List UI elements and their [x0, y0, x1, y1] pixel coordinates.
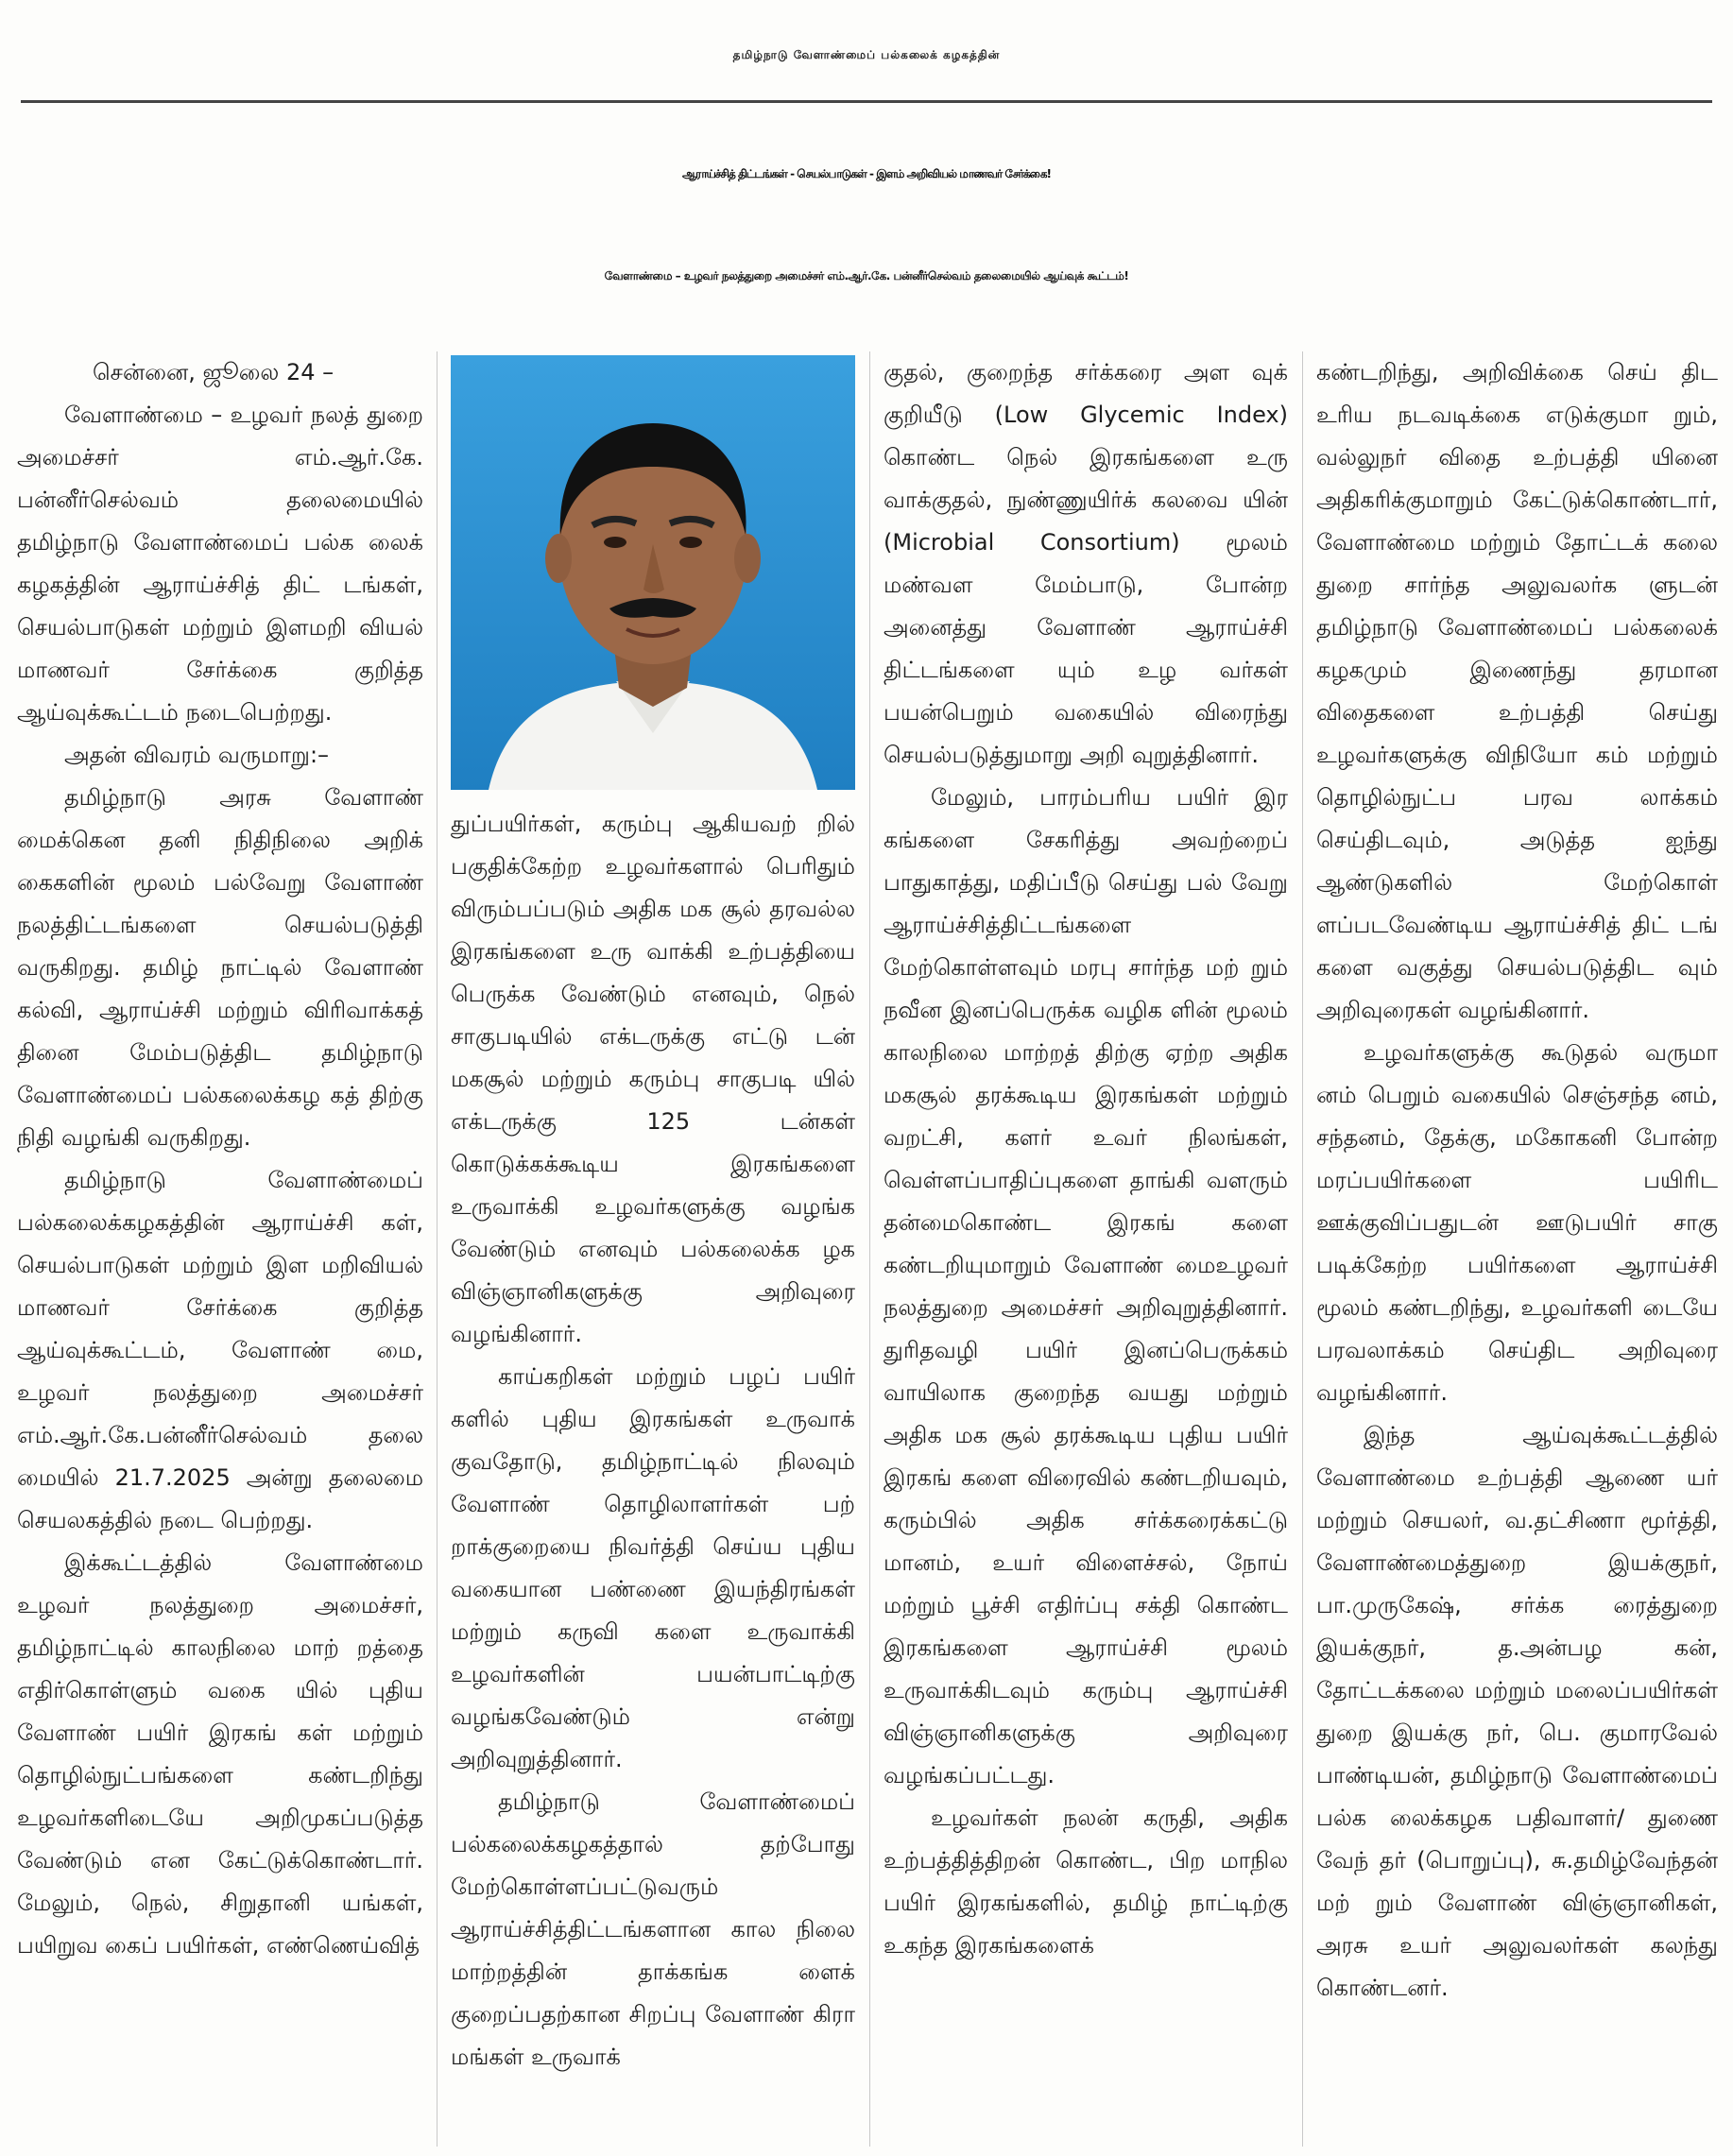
column-divider	[437, 351, 438, 2147]
article-paragraph: உழவர்கள் நலன் கருதி, அதிக உற்பத்தித்திறன் கொண்ட, பிற மாநில பயிர் இரகங்களில், தமிழ் நாட்டிற்கு உகந்த இரகங்களைக்	[884, 1805, 1288, 1959]
article-paragraph: குதல், குறைந்த சர்க்கரை அள வுக் குறியீடு (Low Glycemic Index) கொண்ட நெல் இரகங்களை உரு வாக்குதல், நுண்ணுயிர்க் கலவை யின் (Microbial Consortium) மூலம் மண்வள மேம்பாடு, போன்ற அனைத்து வேளாண் ஆராய்ச்சி திட்டங்களை யும் உழ வர்கள் பயன்பெறும் வகையில் விரைந்து செயல்படுத்துமாறு அறி வுறுத்தினார்.	[884, 359, 1288, 768]
article-paragraph: காய்கறிகள் மற்றும் பழப் பயிர் களில் புதிய இரகங்கள் உருவாக் குவதோடு, தமிழ்நாட்டில் நிலவும் வேளாண் தொழிலாளர்கள் பற் றாக்குறையை நிவர்த்தி செய்ய புதிய வகையான பண்ணை இயந்திரங்கள் மற்றும் கருவி களை உருவாக்கி உழவர்களின் பயன்பாட்டிற்கு வழங்கவேண்டும் என்று அறிவுறுத்தினார்.	[451, 1363, 855, 1772]
column-divider	[869, 351, 870, 2147]
minister-photo	[451, 355, 855, 790]
article-paragraph: இந்த ஆய்வுக்கூட்டத்தில் வேளாண்மை உற்பத்தி ஆணை யர் மற்றும் செயலர், வ.தட்சிணா மூர்த்தி, வேளாண்மைத்துறை இயக்குநர், பா.முருகேஷ், சர்க்க ரைத்துறை இயக்குநர், த.அன்பழ கன், தோட்டக்கலை மற்றும் மலைப்பயிர்கள் துறை இயக்கு நர், பெ. குமாரவேல் பாண்டியன், தமிழ்நாடு வேளாண்மைப் பல்க லைக்கழக பதிவாளர்/ துணை வேந் தர் (பொறுப்பு), சு.தமிழ்வேந்தன் மற் றும் வேளாண் விஞ்ஞானிகள், அரசு உயர் அலுவலர்கள் கலந்து கொண்டனர்.	[1316, 1422, 1718, 2001]
article-column-1	[17, 351, 423, 2147]
article-paragraph: அதன் விவரம் வருமாறு:–	[64, 742, 330, 768]
column-divider	[1302, 351, 1303, 2147]
article-column-2	[451, 803, 855, 2147]
article-paragraph: கண்டறிந்து, அறிவிக்கை செய் திட உரிய நடவடிக்கை எடுக்குமா றும், வல்லுநர் விதை உற்பத்தி யினை அதிகரிக்குமாறும் கேட்டுக்கொண்டார், வேளாண்மை மற்றும் தோட்டக் கலை துறை சார்ந்த அலுவலர்க ளுடன் தமிழ்நாடு வேளாண்மைப் பல்கலைக் கழகமும் இணைந்து தரமான விதைகளை உற்பத்தி செய்து உழவர்களுக்கு விநியோ கம் மற்றும் தொழில்நுட்ப பரவ லாக்கம் செய்திடவும், அடுத்த ஐந்து ஆண்டுகளில் மேற்கொள் ளப்படவேண்டிய ஆராய்ச்சித் திட் டங் களை வகுத்து செயல்படுத்திட வும் அறிவுரைகள் வழங்கினார்.	[1316, 359, 1718, 1023]
article-column-4	[1316, 351, 1718, 2147]
article-paragraph: இக்கூட்டத்தில் வேளாண்மை உழவர் நலத்துறை அமைச்சர், தமிழ்நாட்டில் காலநிலை மாற் றத்தை எதிர்கொள்ளும் வகை யில் புதிய வேளாண் பயிர் இரகங் கள் மற்றும் தொழில்நுட்பங்களை கண்டறிந்து உழவர்களிடையே அறிமுகப்படுத்த வேண்டும் என கேட்டுக்கொண்டார். மேலும், நெல், சிறுதானி யங்கள், பயிறுவ கைப் பயிர்கள், எண்ணெய்வித்	[17, 1549, 423, 1959]
article-paragraph: தமிழ்நாடு அரசு வேளாண் மைக்கென தனி நிதிநிலை அறிக் கைகளின் மூலம் பல்வேறு வேளாண் நலத்திட்டங்களை செயல்படுத்தி வருகிறது. தமிழ் நாட்டில் வேளாண் கல்வி, ஆராய்ச்சி மற்றும் விரிவாக்கத் தினை மேம்படுத்திட தமிழ்நாடு வேளாண்மைப் பல்கலைக்கழ கத் திற்கு நிதி வழங்கி வருகிறது.	[17, 784, 423, 1151]
article-paragraph: துப்பயிர்கள், கரும்பு ஆகியவற் றில் பகுதிக்கேற்ற உழவர்களால் பெரிதும் விரும்பப்படும் அதிக மக சூல் தரவல்ல இரகங்களை உரு வாக்கி உற்பத்தியை பெருக்க வேண்டும் எனவும், நெல் சாகுபடியில் எக்டருக்கு எட்டு டன் மகசூல் மற்றும் கரும்பு சாகுபடி யில் எக்டருக்கு 125 டன்கள் கொடுக்கக்கூடிய இரகங்களை உருவாக்கி உழவர்களுக்கு வழங்க வேண்டும் எனவும் பல்கலைக்க ழக விஞ்ஞானிகளுக்கு அறிவுரை வழங்கினார்.	[451, 811, 855, 1347]
article-dateline: சென்னை, ஜூலை 24 –	[93, 359, 335, 385]
headline-line-1: தமிழ்நாடு வேளாண்மைப் பல்கலைக் கழகத்தின்	[732, 48, 1001, 61]
article-paragraph: உழவர்களுக்கு கூடுதல் வருமா னம் பெறும் வகையில் செஞ்சந்த னம், சந்தனம், தேக்கு, மகோகனி போன்ற மரப்பயிர்களை பயிரிட ஊக்குவிப்பதுடன் ஊடுபயிர் சாகு படிக்கேற்ற பயிர்களை ஆராய்ச்சி மூலம் கண்டறிந்து, உழவர்களி டையே பரவலாக்கம் செய்திட அறிவுரை வழங்கினார்.	[1316, 1039, 1718, 1406]
headline-rule	[21, 100, 1712, 103]
headline-line-2: ஆராய்ச்சித் திட்டங்கள் - செயல்பாடுகள் - இளம் அறிவியல் மாணவர் சேர்க்கை!	[681, 167, 1052, 180]
headline-line-3: வேளாண்மை – உழவர் நலத்துறை அமைச்சர் எம்.ஆர்.கே. பன்னீர்செல்வம் தலைமையில் ஆய்வுக் கூட்டம்!	[604, 269, 1129, 282]
portrait-illustration	[451, 355, 855, 790]
article-paragraph: வேளாண்மை – உழவர் நலத் துறை அமைச்சர் எம்.ஆர்.கே. பன்னீர்செல்வம் தலைமையில் தமிழ்நாடு வேளாண்மைப் பல்க லைக் கழகத்தின் ஆராய்ச்சித் திட் டங்கள், செயல்பாடுகள் மற்றும் இளமறி வியல் மாணவர் சேர்க்கை குறித்த ஆய்வுக்கூட்டம் நடைபெற்றது.	[17, 402, 423, 726]
article-paragraph: தமிழ்நாடு வேளாண்மைப் பல்கலைக்கழகத்தின் ஆராய்ச்சி கள், செயல்பாடுகள் மற்றும் இள மறிவியல் மாணவர் சேர்க்கை குறித்த ஆய்வுக்கூட்டம், வேளாண் மை, உழவர் நலத்துறை அமைச்சர் எம்.ஆர்.கே.பன்னீர்செல்வம் தலை மையில் 21.7.2025 அன்று தலைமை செயலகத்தில் நடை பெற்றது.	[17, 1167, 423, 1533]
article-column-3	[884, 351, 1288, 2147]
article-paragraph: மேலும், பாரம்பரிய பயிர் இர கங்களை சேகரித்து அவற்றைப் பாதுகாத்து, மதிப்பீடு செய்து பல் வேறு ஆராய்ச்சித்திட்டங்களை மேற்கொள்ளவும் மரபு சார்ந்த மற் றும் நவீன இனப்பெருக்க வழிக ளின் மூலம் காலநிலை மாற்றத் திற்கு ஏற்ற அதிக மகசூல் தரக்கூடிய இரகங்கள் மற்றும் வறட்சி, களர் உவர் நிலங்கள், வெள்ளப்பாதிப்புகளை தாங்கி வளரும் தன்மைகொண்ட இரகங் களை கண்டறியுமாறும் வேளாண் மைஉழவர் நலத்துறை அமைச்சர் அறிவுறுத்தினார். துரிதவழி பயிர் இனப்பெருக்கம் வாயிலாக குறைந்த வயது மற்றும் அதிக மக சூல் தரக்கூடிய புதிய பயிர் இரகங் களை விரைவில் கண்டறியவும், கரும்பில் அதிக சர்க்கரைக்கட்டு மானம், உயர் விளைச்சல், நோய் மற்றும் பூச்சி எதிர்ப்பு சக்தி கொண்ட இரகங்களை ஆராய்ச்சி மூலம் உருவாக்கிடவும் கரும்பு ஆராய்ச்சி விஞ்ஞானிகளுக்கு அறிவுரை வழங்கப்பட்டது.	[884, 784, 1288, 1788]
article-paragraph: தமிழ்நாடு வேளாண்மைப் பல்கலைக்கழகத்தால் தற்போது மேற்கொள்ளப்பட்டுவரும் ஆராய்ச்சித்திட்டங்களான கால நிலை மாற்றத்தின் தாக்கங்க ளைக் குறைப்பதற்கான சிறப்பு வேளாண் கிரா மங்கள் உருவாக்	[451, 1788, 855, 2070]
